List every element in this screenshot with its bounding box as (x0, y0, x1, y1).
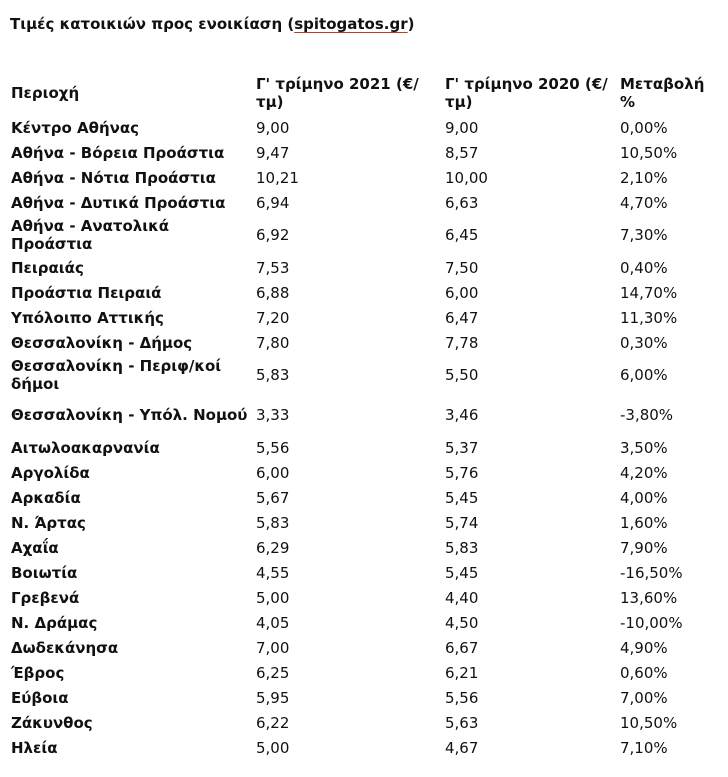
table-row (9, 460, 721, 485)
cell-q3-2020: 4,50 (445, 613, 479, 632)
table-row (9, 255, 721, 280)
cell-q3-2020: 4,40 (445, 588, 479, 607)
table-row (9, 735, 721, 760)
cell-region: Αρκαδία (11, 488, 81, 507)
cell-change: 6,00% (620, 366, 668, 384)
cell-q3-2020: 7,50 (445, 258, 479, 277)
title-prefix: Τιμές κατοικιών προς ενοικίαση ( (10, 15, 295, 33)
cell-q3-2021: 5,83 (256, 366, 290, 384)
cell-q3-2021: 10,21 (256, 168, 299, 187)
cell-q3-2021: 6,94 (256, 193, 290, 212)
cell-q3-2020: 9,00 (445, 118, 479, 137)
cell-q3-2020: 10,00 (445, 168, 488, 187)
cell-q3-2020: 6,00 (445, 283, 479, 302)
cell-q3-2021: 6,22 (256, 713, 290, 732)
cell-q3-2021: 3,33 (256, 406, 290, 424)
cell-region: Κέντρο Αθήνας (11, 118, 140, 137)
cell-change: 7,10% (620, 738, 668, 757)
cell-q3-2020: 6,63 (445, 193, 479, 212)
table-row (9, 485, 721, 510)
cell-region: Ηλεία (11, 738, 58, 757)
cell-q3-2021: 5,95 (256, 688, 290, 707)
table-row (9, 560, 721, 585)
cell-change: 1,60% (620, 513, 668, 532)
cell-q3-2020: 5,63 (445, 713, 479, 732)
cell-q3-2020: 7,78 (445, 333, 479, 352)
cell-region: Θεσσαλονίκη - Περιφ/κοί δήμοι (11, 357, 222, 393)
cell-region: Θεσσαλονίκη - Υπόλ. Νομού (11, 406, 248, 424)
table-row (9, 355, 721, 395)
cell-q3-2020: 6,47 (445, 308, 479, 327)
cell-change: -16,50% (620, 563, 683, 582)
cell-q3-2021: 4,55 (256, 563, 290, 582)
cell-change: -10,00% (620, 613, 683, 632)
cell-region: Γρεβενά (11, 588, 80, 607)
table-row (9, 330, 721, 355)
cell-change: 7,90% (620, 538, 668, 557)
cell-change: 10,50% (620, 713, 678, 732)
cell-change: 0,60% (620, 663, 668, 682)
cell-change: 0,40% (620, 258, 668, 277)
cell-region: Αργολίδα (11, 463, 90, 482)
header-q3-2021: Γ' τρίμηνο 2021 (€/ τμ) (256, 74, 419, 111)
header-q3-2020: Γ' τρίμηνο 2020 (€/ τμ) (445, 74, 608, 111)
cell-change: 0,00% (620, 118, 668, 137)
cell-region: Ν. Άρτας (11, 513, 86, 532)
page-title (10, 15, 414, 33)
cell-q3-2021: 6,29 (256, 538, 290, 557)
cell-region: Προάστια Πειραιά (11, 283, 162, 302)
cell-change: 3,50% (620, 438, 668, 457)
cell-q3-2021: 9,00 (256, 118, 290, 137)
cell-region: Αθήνα - Δυτικά Προάστια (11, 193, 226, 212)
header-change: Μεταβολή % (620, 74, 705, 111)
cell-q3-2020: 5,37 (445, 438, 479, 457)
cell-region: Ζάκυνθος (11, 713, 93, 732)
cell-q3-2021: 5,83 (256, 513, 290, 532)
cell-region: Βοιωτία (11, 563, 78, 582)
cell-region: Έβρος (11, 663, 65, 682)
cell-q3-2021: 6,00 (256, 463, 290, 482)
cell-q3-2020: 6,45 (445, 226, 479, 244)
cell-q3-2020: 3,46 (445, 406, 479, 424)
cell-region: Αχαΐα (11, 538, 59, 557)
table-header-row (9, 69, 721, 115)
cell-change: 4,90% (620, 638, 668, 657)
source-link[interactable]: spitogatos.gr (294, 15, 408, 33)
cell-q3-2021: 7,00 (256, 638, 290, 657)
cell-q3-2020: 5,76 (445, 463, 479, 482)
cell-change: -3,80% (620, 406, 674, 424)
cell-q3-2020: 5,50 (445, 366, 479, 384)
cell-change: 14,70% (620, 283, 678, 302)
table-row (9, 215, 721, 255)
cell-change: 0,30% (620, 333, 668, 352)
cell-q3-2021: 6,25 (256, 663, 290, 682)
table-row (9, 165, 721, 190)
cell-change: 13,60% (620, 588, 678, 607)
cell-q3-2020: 8,57 (445, 143, 479, 162)
cell-q3-2020: 5,74 (445, 513, 479, 532)
cell-region: Ν. Δράμας (11, 613, 98, 632)
cell-region: Πειραιάς (11, 258, 84, 277)
cell-q3-2021: 5,67 (256, 488, 290, 507)
table-row (9, 685, 721, 710)
table-row (9, 435, 721, 460)
table-row (9, 660, 721, 685)
cell-q3-2021: 5,00 (256, 588, 290, 607)
cell-region: Αθήνα - Ανατολικά Προάστια (11, 217, 170, 253)
header-region: Περιοχή (11, 83, 80, 102)
table-row (9, 610, 721, 635)
cell-change: 2,10% (620, 168, 668, 187)
cell-q3-2021: 5,56 (256, 438, 290, 457)
cell-region: Δωδεκάνησα (11, 638, 119, 657)
cell-change: 4,70% (620, 193, 668, 212)
cell-region: Θεσσαλονίκη - Δήμος (11, 333, 193, 352)
cell-q3-2021: 7,80 (256, 333, 290, 352)
table-row (9, 190, 721, 215)
cell-q3-2020: 5,83 (445, 538, 479, 557)
cell-q3-2021: 9,47 (256, 143, 290, 162)
cell-change: 10,50% (620, 143, 678, 162)
cell-q3-2020: 6,21 (445, 663, 479, 682)
cell-region: Εύβοια (11, 688, 69, 707)
table-row (9, 635, 721, 660)
table-row (9, 585, 721, 610)
table-row (9, 395, 721, 435)
table-row (9, 140, 721, 165)
cell-q3-2021: 5,00 (256, 738, 290, 757)
cell-q3-2021: 6,92 (256, 226, 290, 244)
table-row (9, 115, 721, 140)
cell-q3-2021: 4,05 (256, 613, 290, 632)
table-row (9, 535, 721, 560)
cell-q3-2021: 7,20 (256, 308, 290, 327)
table-row (9, 510, 721, 535)
table-body (9, 115, 721, 760)
cell-q3-2020: 5,45 (445, 563, 479, 582)
rent-prices-table (9, 69, 721, 760)
title-suffix: ) (407, 15, 415, 33)
table-row (9, 305, 721, 330)
cell-change: 4,20% (620, 463, 668, 482)
cell-change: 4,00% (620, 488, 668, 507)
cell-q3-2021: 6,88 (256, 283, 290, 302)
cell-change: 7,30% (620, 226, 668, 244)
table-row (9, 710, 721, 735)
cell-q3-2020: 4,67 (445, 738, 479, 757)
cell-q3-2020: 5,45 (445, 488, 479, 507)
cell-region: Αιτωλοακαρνανία (11, 438, 160, 457)
cell-region: Αθήνα - Βόρεια Προάστια (11, 143, 225, 162)
cell-region: Αθήνα - Νότια Προάστια (11, 168, 216, 187)
cell-change: 7,00% (620, 688, 668, 707)
cell-q3-2021: 7,53 (256, 258, 290, 277)
cell-q3-2020: 6,67 (445, 638, 479, 657)
cell-q3-2020: 5,56 (445, 688, 479, 707)
cell-change: 11,30% (620, 308, 678, 327)
cell-region: Υπόλοιπο Αττικής (11, 308, 164, 327)
table-row (9, 280, 721, 305)
